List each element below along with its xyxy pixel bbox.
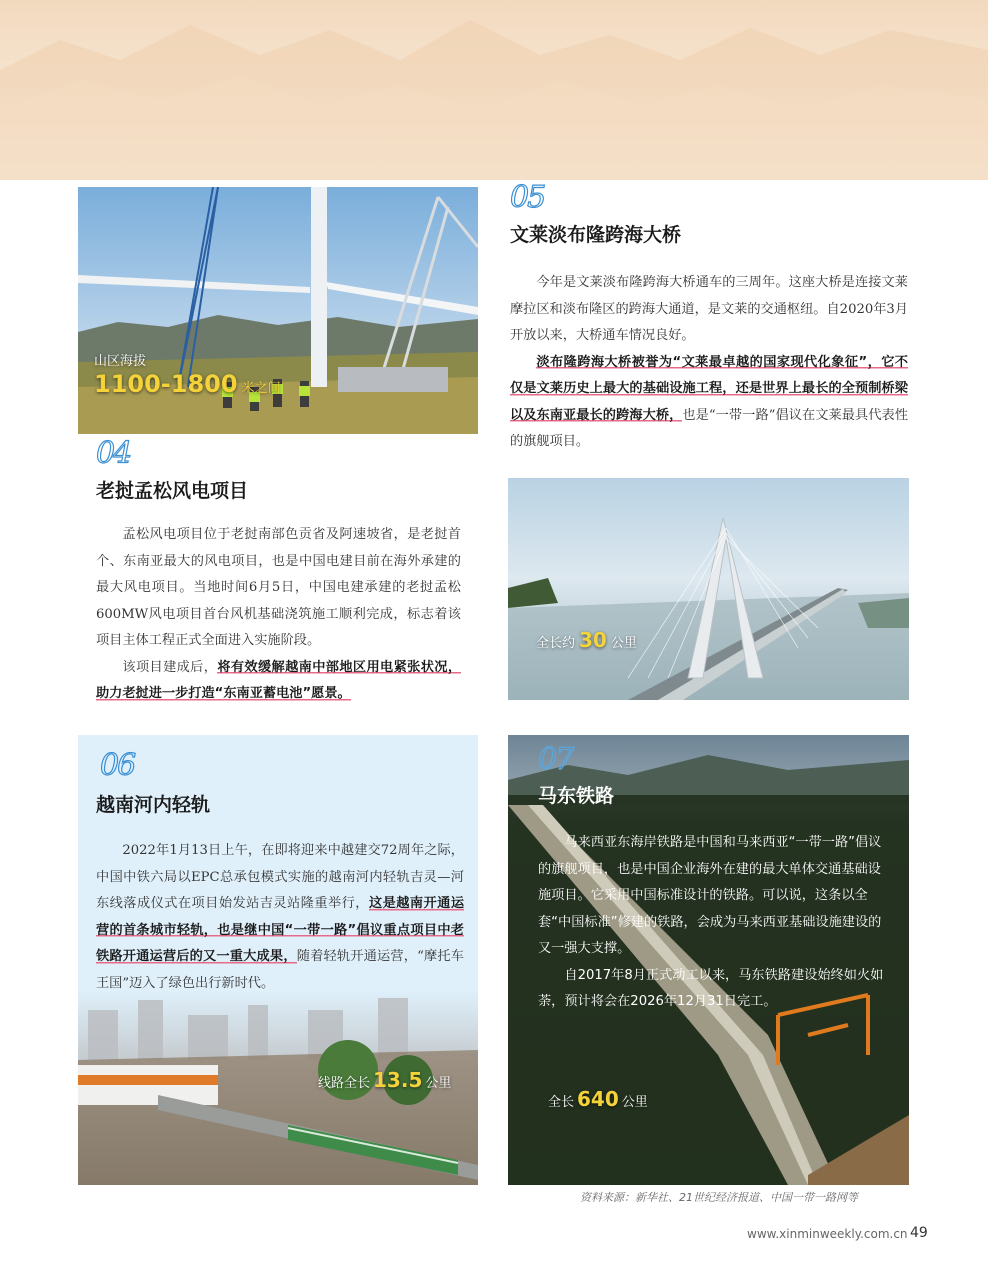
text: 2022年1月13日上午，在即将迎来中越建交72周年之际，中国中铁六局以EPC总承包模式实施的越南河内轻轨吉灵—河东线落成仪式在项目始发站吉灵站隆重举行， (96, 843, 464, 911)
caption-label: 线路全长 (318, 1076, 371, 1091)
paragraph (96, 655, 461, 708)
section-number-06: 06 (100, 748, 135, 783)
paragraph (96, 838, 464, 997)
section-body-06 (96, 838, 464, 997)
section-body-07 (538, 830, 888, 1016)
text: 该项目建成后， (122, 659, 218, 675)
altitude-unit: 米之间 (241, 381, 281, 396)
caption-unit: 公里 (610, 636, 637, 651)
light-rail-caption (318, 1068, 451, 1092)
text: 随着轻轨开通运营，“摩托车王国”迈入了绿色出行新时代。 (96, 949, 464, 991)
caption-unit: 公里 (425, 1076, 452, 1091)
paragraph: 今年是文莱淡布隆跨海大桥通车的三周年。这座大桥是连接文莱摩拉区和淡布隆区的跨海大通道，是文莱的交通枢纽。自2020年3月开放以来，大桥通车情况良好。 (510, 275, 909, 343)
caption-label: 全长 (548, 1095, 575, 1110)
railway-caption (548, 1087, 648, 1111)
altitude-range: 1100-1800 (94, 370, 238, 398)
section-title-06: 越南河内轻轨 (96, 794, 211, 816)
bridge-photo-caption (536, 628, 637, 652)
section-number-04: 04 (96, 436, 131, 471)
wind-photo-caption-label: 山区海拔 (94, 354, 147, 369)
page-number: 49 (910, 1225, 928, 1241)
section-title-05: 文莱淡布隆跨海大桥 (510, 224, 682, 246)
section-number-07: 07 (538, 742, 573, 777)
highlight-text: 将有效缓解越南中部地区用电紧张状况，助力老挝进一步打造“东南亚蓄电池”愿景。 (96, 659, 462, 701)
header-decoration (0, 0, 988, 180)
caption-unit: 公里 (621, 1095, 648, 1110)
section-title-04: 老挝孟松风电项目 (96, 480, 249, 502)
section-title-07: 马东铁路 (538, 785, 615, 807)
paragraph: 马来西亚东海岸铁路是中国和马来西亚“一带一路”倡议的旗舰项目，也是中国企业海外在建的最大单体交通基础设施项目。它采用中国标准设计的铁路。可以说，这条以全套“中国标准”修建的铁路，会成为马来西亚基础设施建设的又一强大支撑。 (538, 835, 882, 956)
section-number-05: 05 (510, 180, 545, 215)
wind-photo-caption-value (94, 370, 281, 398)
text: 也是“一带一路”倡议在文莱最具代表性的旗舰项目。 (510, 407, 909, 449)
section-body-04 (96, 522, 461, 708)
section-body-05 (510, 270, 908, 456)
footer-url[interactable]: www.xinminweekly.com.cn (747, 1227, 908, 1241)
highlight-text: 这是越南开通运营的首条城市轻轨，也是继中国“一带一路”倡议重点项目中老铁路开通运营后的又一重大成果， (96, 896, 465, 964)
highlight-text: 淡布隆跨海大桥被誉为“文莱最卓越的国家现代化象征”，它不仅是文莱历史上最大的基础设施工程，还是世界上最长的全预制桥梁以及东南亚最长的跨海大桥， (510, 354, 908, 423)
railway-length: 640 (577, 1087, 619, 1111)
bridge-length: 30 (579, 628, 607, 652)
rail-length: 13.5 (373, 1068, 423, 1092)
bridge-photo (508, 478, 909, 700)
paragraph: 自2017年8月正式动工以来，马东铁路建设始终如火如荼，预计将会在2026年12月31日完工。 (538, 967, 884, 1009)
caption-label: 全长约 (536, 636, 576, 651)
paragraph: 孟松风电项目位于老挝南部色贡省及阿速坡省，是老挝首个、东南亚最大的风电项目，也是中国电建目前在海外承建的最大风电项目。当地时间6月5日，中国电建承建的老挝孟松600MW风电项目首台风机基础浇筑施工顺利完成，标志着该项目主体工程正式全面进入实施阶段。 (96, 527, 461, 648)
source-note: 资料来源：新华社、21世纪经济报道、中国一带一路网等 (580, 1191, 858, 1204)
paragraph (510, 350, 908, 456)
